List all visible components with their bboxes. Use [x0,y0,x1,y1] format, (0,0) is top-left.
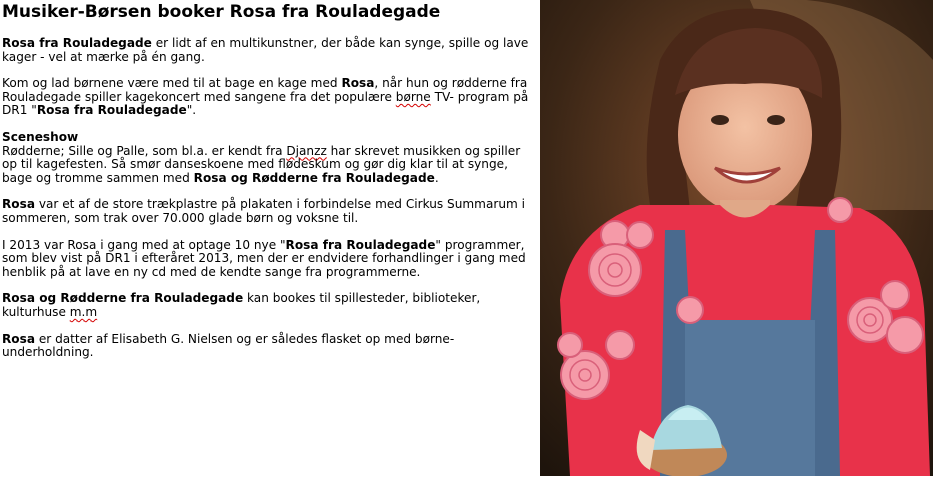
paragraph-intro: Rosa fra Rouladegade er lidt af en multikunstner, der både kan synge, spille og lave kager - vel at mærke på én gang. [2,36,529,64]
rosa-photo [540,0,933,476]
paragraph-cirkus: Rosa var et af de store trækplastre på plakaten i forbindelse med Cirkus Summarum i sommeren, som trak over 70.000 glade børn og voksne til. [2,197,525,225]
paragraph-sceneshow: Sceneshow Rødderne; Sille og Palle, som bl.a. er kendt fra Djanzz har skrevet musikken og spiller op til kagefesten. Så smør danseskoene med flødeskum og gør dig klar til at synge, bage og tromme sammen med Rosa og Rødderne fra Rouladegade. [2,131,537,185]
paragraph-baking: Kom og lad børnene være med til at bage en kage med Rosa, når hun og rødderne fra Rouladegade spiller kagekoncert med sangene fra det populære børne TV- program på DR1 "Rosa fra Rouladegade". [2,76,529,118]
page-title: Musiker-Børsen booker Rosa fra Rouladegade [2,2,441,22]
paragraph-family: Rosa er datter af Elisabeth G. Nielsen og er således flasket op med børne- underholdning. [2,331,455,360]
sceneshow-heading: Sceneshow [2,129,79,144]
paragraph-2013: I 2013 var Rosa i gang med at optage 10 nye "Rosa fra Rouladegade" programmer, som blev vist på DR1 i efteråret 2013, men der er endvidere forhandlinger i gang med henblik på at lave en ny cd med de kendte sange fra programmerne. [2,237,526,279]
article-body [2,37,537,373]
paragraph-booking: Rosa og Rødderne fra Rouladegade kan bookes til spillesteder, biblioteker, kulturhuse m.m [2,291,481,319]
